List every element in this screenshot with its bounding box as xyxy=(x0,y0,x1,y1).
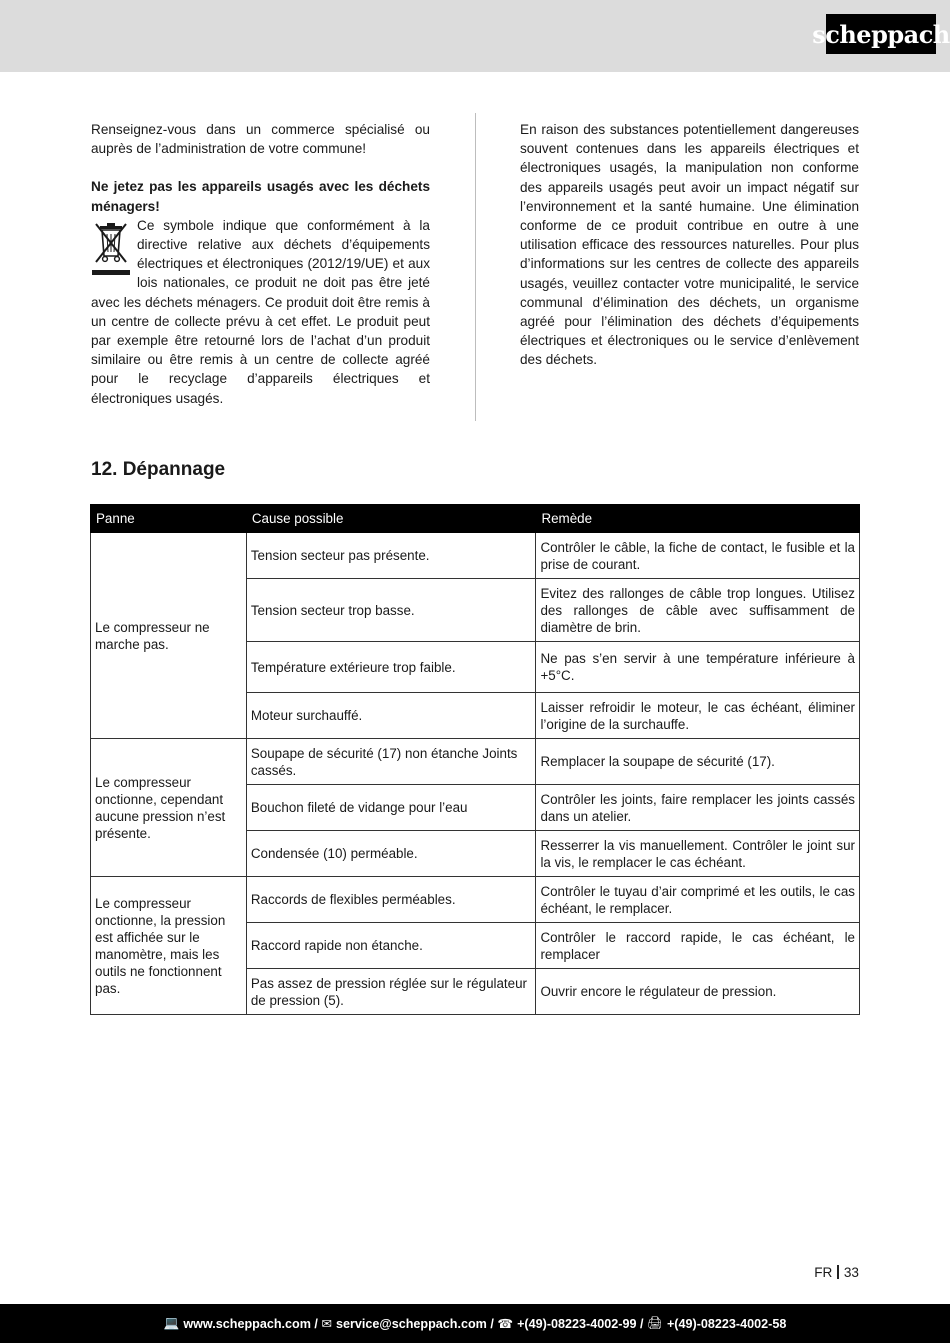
remedy-cell: Ne pas s’en servir à une température inférieure à +5°C. xyxy=(536,642,860,693)
envelope-icon: ✉ xyxy=(321,1317,332,1331)
cause-cell: Soupape de sécurité (17) non étanche Joints cassés. xyxy=(246,739,536,785)
weee-explanation-text: Ce symbole indique que conformément à la directive relative aux déchets d’équipements électriques et électroniques (2012/19/UE) et aux lois nationales, ce produit ne doit pas être jeté avec les déchets ménagers. Ce produit doit être remis à un centre de collecte prévu à cet effet. Le produit peut par exemple être retourné lors de l’achat d’un produit similaire ou être remis à un centre de collecte agréé pour le recyclage d’appareils électriques et électroniques usagés. xyxy=(91,217,430,406)
cause-cell: Moteur surchauffé. xyxy=(246,693,536,739)
left-paragraph-1: Renseignez-vous dans un commerce spécialisé ou auprès de l’administration de votre commune! xyxy=(91,122,430,157)
remedy-cell: Evitez des rallonges de câble trop longues. Utilisez des rallonges de câble avec suffisamment de diamètre de brin. xyxy=(536,579,860,642)
telephone-icon: ☎ xyxy=(497,1317,514,1331)
email-link[interactable]: service@scheppach.com / xyxy=(336,1316,494,1331)
contact-footer-bar xyxy=(0,1304,950,1343)
cause-cell: Raccord rapide non étanche. xyxy=(246,923,536,969)
header-cause: Cause possible xyxy=(246,505,536,533)
table-row xyxy=(91,533,860,579)
remedy-cell: Contrôler les joints, faire remplacer les joints cassés dans un atelier. xyxy=(536,785,860,831)
top-header-bar xyxy=(0,0,950,72)
computer-icon: 💻 xyxy=(163,1316,180,1330)
cause-cell: Bouchon fileté de vidange pour l’eau xyxy=(246,785,536,831)
remedy-cell: Contrôler le câble, la fiche de contact, le fusible et la prise de courant. xyxy=(536,533,860,579)
fault-cell: Le compresseur ne marche pas. xyxy=(91,533,247,739)
language-code: FR xyxy=(814,1265,833,1280)
fax-icon: 🖨 xyxy=(646,1316,663,1330)
remedy-cell: Ouvrir encore le régulateur de pression. xyxy=(536,969,860,1015)
cause-cell: Condensée (10) perméable. xyxy=(246,831,536,877)
page-separator xyxy=(837,1265,839,1279)
remedy-cell: Contrôler le tuyau d’air comprimé et les outils, le cas échéant, le remplacer. xyxy=(536,877,860,923)
cause-cell: Raccords de flexibles perméables. xyxy=(246,877,536,923)
cause-cell: Tension secteur pas présente. xyxy=(246,533,536,579)
fault-cell: Le compresseur onctionne, cependant aucune pression n’est présente. xyxy=(91,739,247,877)
left-paragraph-2 xyxy=(91,216,430,408)
troubleshooting-table xyxy=(90,504,860,1015)
fax-number: +(49)-08223-4002-58 xyxy=(666,1316,787,1331)
disposal-heading: Ne jetez pas les appareils usagés avec les déchets ménagers! xyxy=(91,179,430,214)
header-fault: Panne xyxy=(91,505,247,533)
table-row xyxy=(91,877,860,923)
section-number: 12. xyxy=(91,459,118,480)
table-header-row xyxy=(91,505,860,533)
left-text-column xyxy=(91,120,430,408)
fault-cell: Le compresseur onctionne, la pression est affichée sur le manomètre, mais les outils ne fonctionnent pas. xyxy=(91,877,247,1015)
right-paragraph-1: En raison des substances potentiellement dangereuses souvent contenues dans les appareils électriques et électroniques usagés, la manipulation non conforme des appareils usagés peut avoir un impact négatif sur l’environnement et la santé humaine. Une élimination conforme de ce produit contribue en outre à une utilisation efficace des ressources naturelles. Pour plus d’informations sur les centres de collecte des appareils usagés, veuillez contacter votre municipalité, le service communal d’élimination des déchets, un organisme agréé pour l’élimination des déchets d’équipements électriques et électroniques ou le service d’enlèvement des déchets. xyxy=(520,122,859,368)
cause-cell: Température extérieure trop faible. xyxy=(246,642,536,693)
section-title xyxy=(91,459,225,481)
section-title-text: Dépannage xyxy=(122,459,226,480)
cause-cell: Tension secteur trop basse. xyxy=(246,579,536,642)
crossed-out-wheelie-bin-icon xyxy=(91,220,131,278)
remedy-cell: Remplacer la soupape de sécurité (17). xyxy=(536,739,860,785)
phone-number: +(49)-08223-4002-99 / xyxy=(517,1316,644,1331)
column-divider xyxy=(475,113,476,421)
scheppach-logo: scheppach xyxy=(826,14,936,54)
header-remedy: Remède xyxy=(536,505,860,533)
page-number-value: 33 xyxy=(843,1265,859,1280)
cause-cell: Pas assez de pression réglée sur le régulateur de pression (5). xyxy=(246,969,536,1015)
remedy-cell: Contrôler le raccord rapide, le cas échéant, le remplacer xyxy=(536,923,860,969)
website-link[interactable]: www.scheppach.com / xyxy=(183,1316,318,1331)
remedy-cell: Laisser refroidir le moteur, le cas échéant, éliminer l’origine de la surchauffe. xyxy=(536,693,860,739)
remedy-cell: Resserrer la vis manuellement. Contrôler le joint sur la vis, le remplacer le cas échéant. xyxy=(536,831,860,877)
page-number xyxy=(814,1265,859,1280)
table-row xyxy=(91,739,860,785)
right-text-column xyxy=(520,120,859,370)
